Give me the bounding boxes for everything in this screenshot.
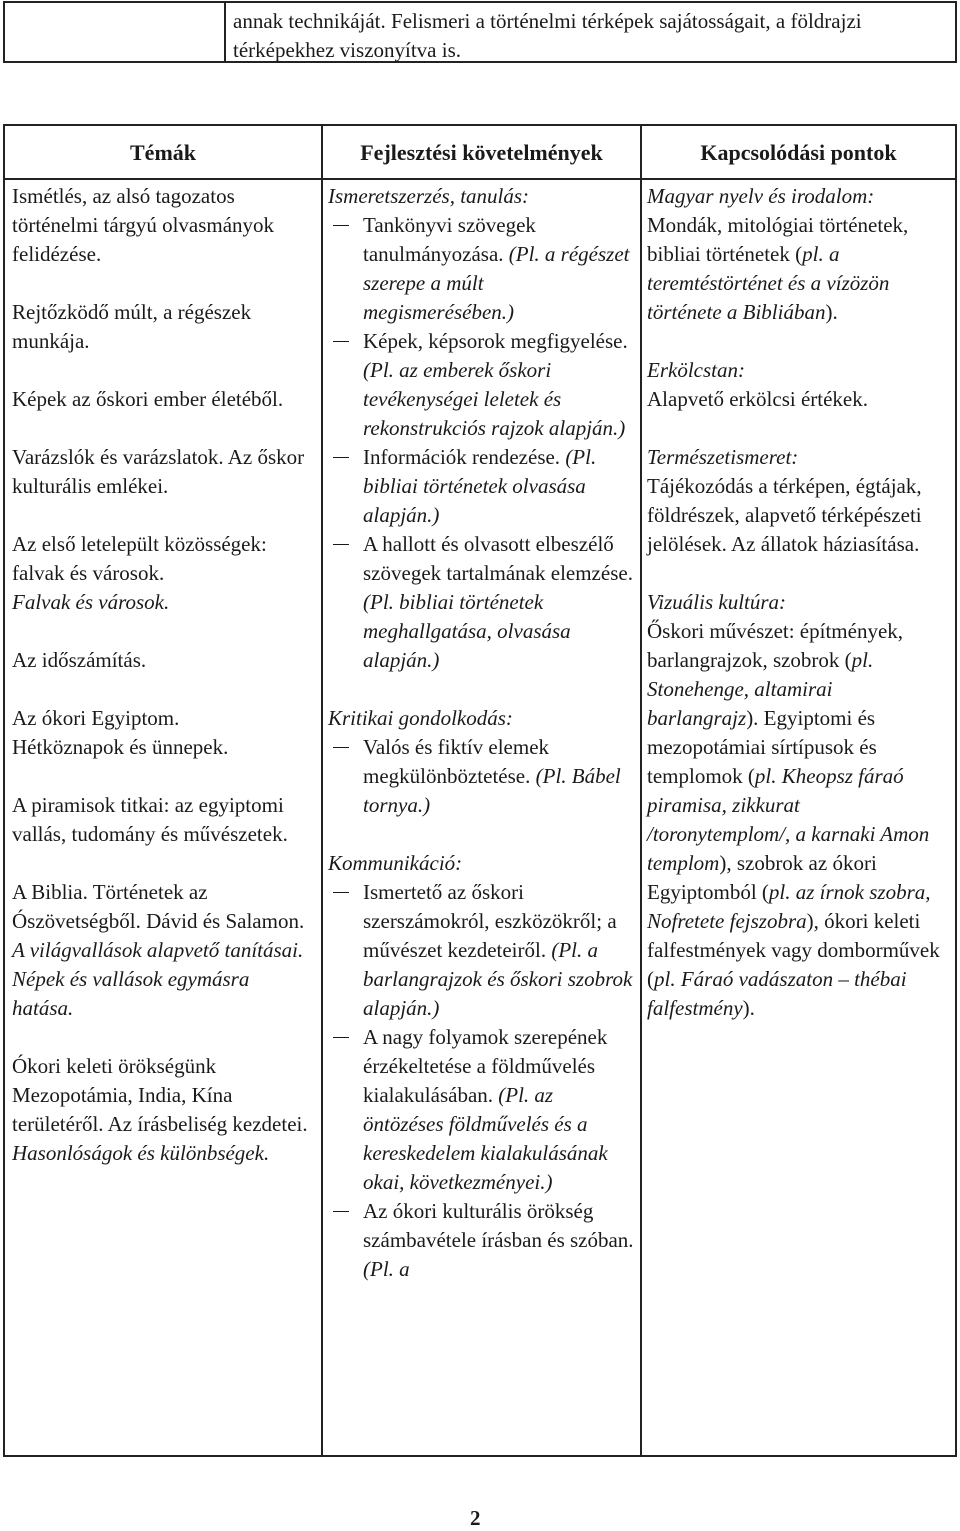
header-kapcsolodas: Kapcsolódási pontok <box>700 140 897 165</box>
top-box-text: annak technikáját. Felismeri a történelmi térképek sajátosságait, a földrajzi térképekhez viszonyítva is. <box>233 9 862 62</box>
dash-marker <box>333 1037 349 1038</box>
requirement-example: (Pl. bibliai történetek olvasása alapján.) <box>363 445 597 527</box>
requirement-item <box>328 733 634 820</box>
requirement-example: (Pl. a régészet szerepe a múlt megismerésében.) <box>363 242 630 324</box>
section-title-kommunikacio: Kommunikáció: <box>328 851 463 875</box>
topic-item: Az időszámítás. <box>12 648 147 672</box>
requirement-example: (Pl. bibliai történetek meghallgatása, olvasása alapján.) <box>363 590 571 672</box>
requirement-text: Valós és fiktív elemek megkülönböztetése. <box>363 735 550 788</box>
topic-item: Ismétlés, az alsó tagozatos történelmi tárgyú olvasmányok felidézése. <box>12 184 275 266</box>
connection-text <box>647 617 947 1023</box>
requirement-text: Az ókori kulturális örökség számbavétele írásban és szóban. <box>363 1199 634 1252</box>
topic-item: Ókori keleti örökségünk Mezopotámia, India, Kína területéről. Az írásbeliség kezdetei. <box>12 1054 308 1136</box>
connection-text: Tájékozódás a térképen, égtájak, földrészek, alapvető térképészeti jelölések. Az állatok háziasítása. <box>647 474 922 556</box>
topic-item: Hétköznapok és ünnepek. <box>12 735 229 759</box>
requirement-text: Tankönyvi szövegek tanulmányozása. <box>363 213 536 266</box>
topic-item: Varázslók és varázslatok. Az őskor kulturális emlékei. <box>12 445 305 498</box>
section-title-kritikai: Kritikai gondolkodás: <box>328 706 513 730</box>
header-fejlesztes: Fejlesztési követelmények <box>360 140 603 165</box>
connection-plain: ), szobrok az ókori Egyiptomból ( <box>647 851 877 904</box>
connection-example: pl. Kheopsz fáraó piramisa, zikkurat /toronytemplom/, a karnaki Amon templom <box>647 764 930 875</box>
connection-plain: ), ókori keleti falfestmények vagy domborművek ( <box>647 909 940 991</box>
dash-marker <box>333 747 349 748</box>
connection-text <box>647 211 947 327</box>
dash-marker <box>333 544 349 545</box>
requirement-text: A hallott és olvasott elbeszélő szövegek tartalmának elemzése. <box>363 532 633 585</box>
topic-item: Hasonlóságok és különbségek. <box>12 1141 270 1165</box>
dash-marker <box>333 341 349 342</box>
section-title-erkolcstan: Erkölcstan: <box>647 358 745 382</box>
connection-text: Alapvető erkölcsi értékek. <box>647 387 868 411</box>
section-title-magyar: Magyar nyelv és irodalom: <box>647 184 875 208</box>
connection-example: pl. a teremtéstörténet és a vízözön története a Bibliában <box>647 242 890 324</box>
requirement-example: (Pl. Bábel tornya.) <box>363 764 621 817</box>
top-box-divider <box>224 3 226 61</box>
topic-item: Az első letelepült közösségek: falvak és városok. <box>12 532 267 585</box>
section-title-termeszetismeret: Természetismeret: <box>647 445 799 469</box>
section-title-ismeretszerzes: Ismeretszerzés, tanulás: <box>328 184 530 208</box>
dash-marker <box>333 892 349 893</box>
requirement-item <box>328 327 634 443</box>
connection-plain: ). <box>742 996 755 1020</box>
dash-marker <box>333 1211 349 1212</box>
topic-item: A világvallások alapvető tanításai. Népek és vallások egymásra hatása. <box>12 938 304 1020</box>
connection-example: pl. Fáraó vadászaton – thébai falfestmény <box>647 967 907 1020</box>
curriculum-table <box>3 124 957 1457</box>
section-title-vizualis: Vizuális kultúra: <box>647 590 787 614</box>
connection-example: pl. az írnok szobra, Nofretete fejszobra <box>647 880 931 933</box>
requirement-text: Képek, képsorok megfigyelése. <box>363 329 628 353</box>
connection-example: pl. Stonehenge, altamirai barlangrajz <box>647 648 874 730</box>
requirement-example: (Pl. az emberek őskori tevékenységei leletek és rekonstrukciós rajzok alapján.) <box>363 358 626 440</box>
connection-plain: ( <box>795 242 803 266</box>
dash-marker <box>333 457 349 458</box>
requirement-example: (Pl. a <box>363 1257 410 1281</box>
topic-item: A piramisok titkai: az egyiptomi vallás, tudomány és művészetek. <box>12 793 288 846</box>
requirement-item <box>328 1197 634 1284</box>
column-divider-1 <box>321 126 323 1455</box>
topic-item: Rejtőzködő múlt, a régészek munkája. <box>12 300 252 353</box>
requirement-item <box>328 443 634 530</box>
connection-plain: ). <box>825 300 838 324</box>
page-number: 2 <box>470 1506 481 1530</box>
connection-plain: Mondák, mitológiai történetek, bibliai történetek <box>647 213 909 266</box>
requirement-example: (Pl. az öntözéses földművelés és a kereskedelem kialakulásának okai, következményei.) <box>363 1083 608 1194</box>
temak-column <box>12 182 312 1168</box>
requirement-text: Ismertető az őskori szerszámokról, eszközökről; a művészet kezdeteiről. <box>363 880 617 962</box>
dash-marker <box>333 225 349 226</box>
topic-item: Falvak és városok. <box>12 590 170 614</box>
topic-item: Képek az őskori ember életéből. <box>12 387 284 411</box>
fejlesztes-column <box>328 182 634 1284</box>
top-text-box <box>3 1 957 63</box>
requirement-text: A nagy folyamok szerepének érzékeltetése a földművelés kialakulásában. <box>363 1025 608 1107</box>
requirement-item <box>328 878 634 1023</box>
header-rule <box>5 178 955 180</box>
topic-item: Az ókori Egyiptom. <box>12 706 180 730</box>
column-divider-2 <box>640 126 642 1455</box>
requirement-text: Információk rendezése. <box>363 445 561 469</box>
kapcsolodas-column <box>647 182 947 1023</box>
header-temak: Témák <box>130 140 196 165</box>
connection-plain: ). Egyiptomi és mezopotámiai sírtípusok és templomok ( <box>647 706 877 788</box>
requirement-item <box>328 211 634 327</box>
requirement-item <box>328 530 634 675</box>
requirement-item <box>328 1023 634 1197</box>
connection-plain: Őskori művészet: építmények, barlangrajzok, szobrok ( <box>647 619 904 672</box>
topic-item: A Biblia. Történetek az Ószövetségből. Dávid és Salamon. <box>12 880 305 933</box>
requirement-example: (Pl. a barlangrajzok és őskori szobrok alapján.) <box>363 938 633 1020</box>
